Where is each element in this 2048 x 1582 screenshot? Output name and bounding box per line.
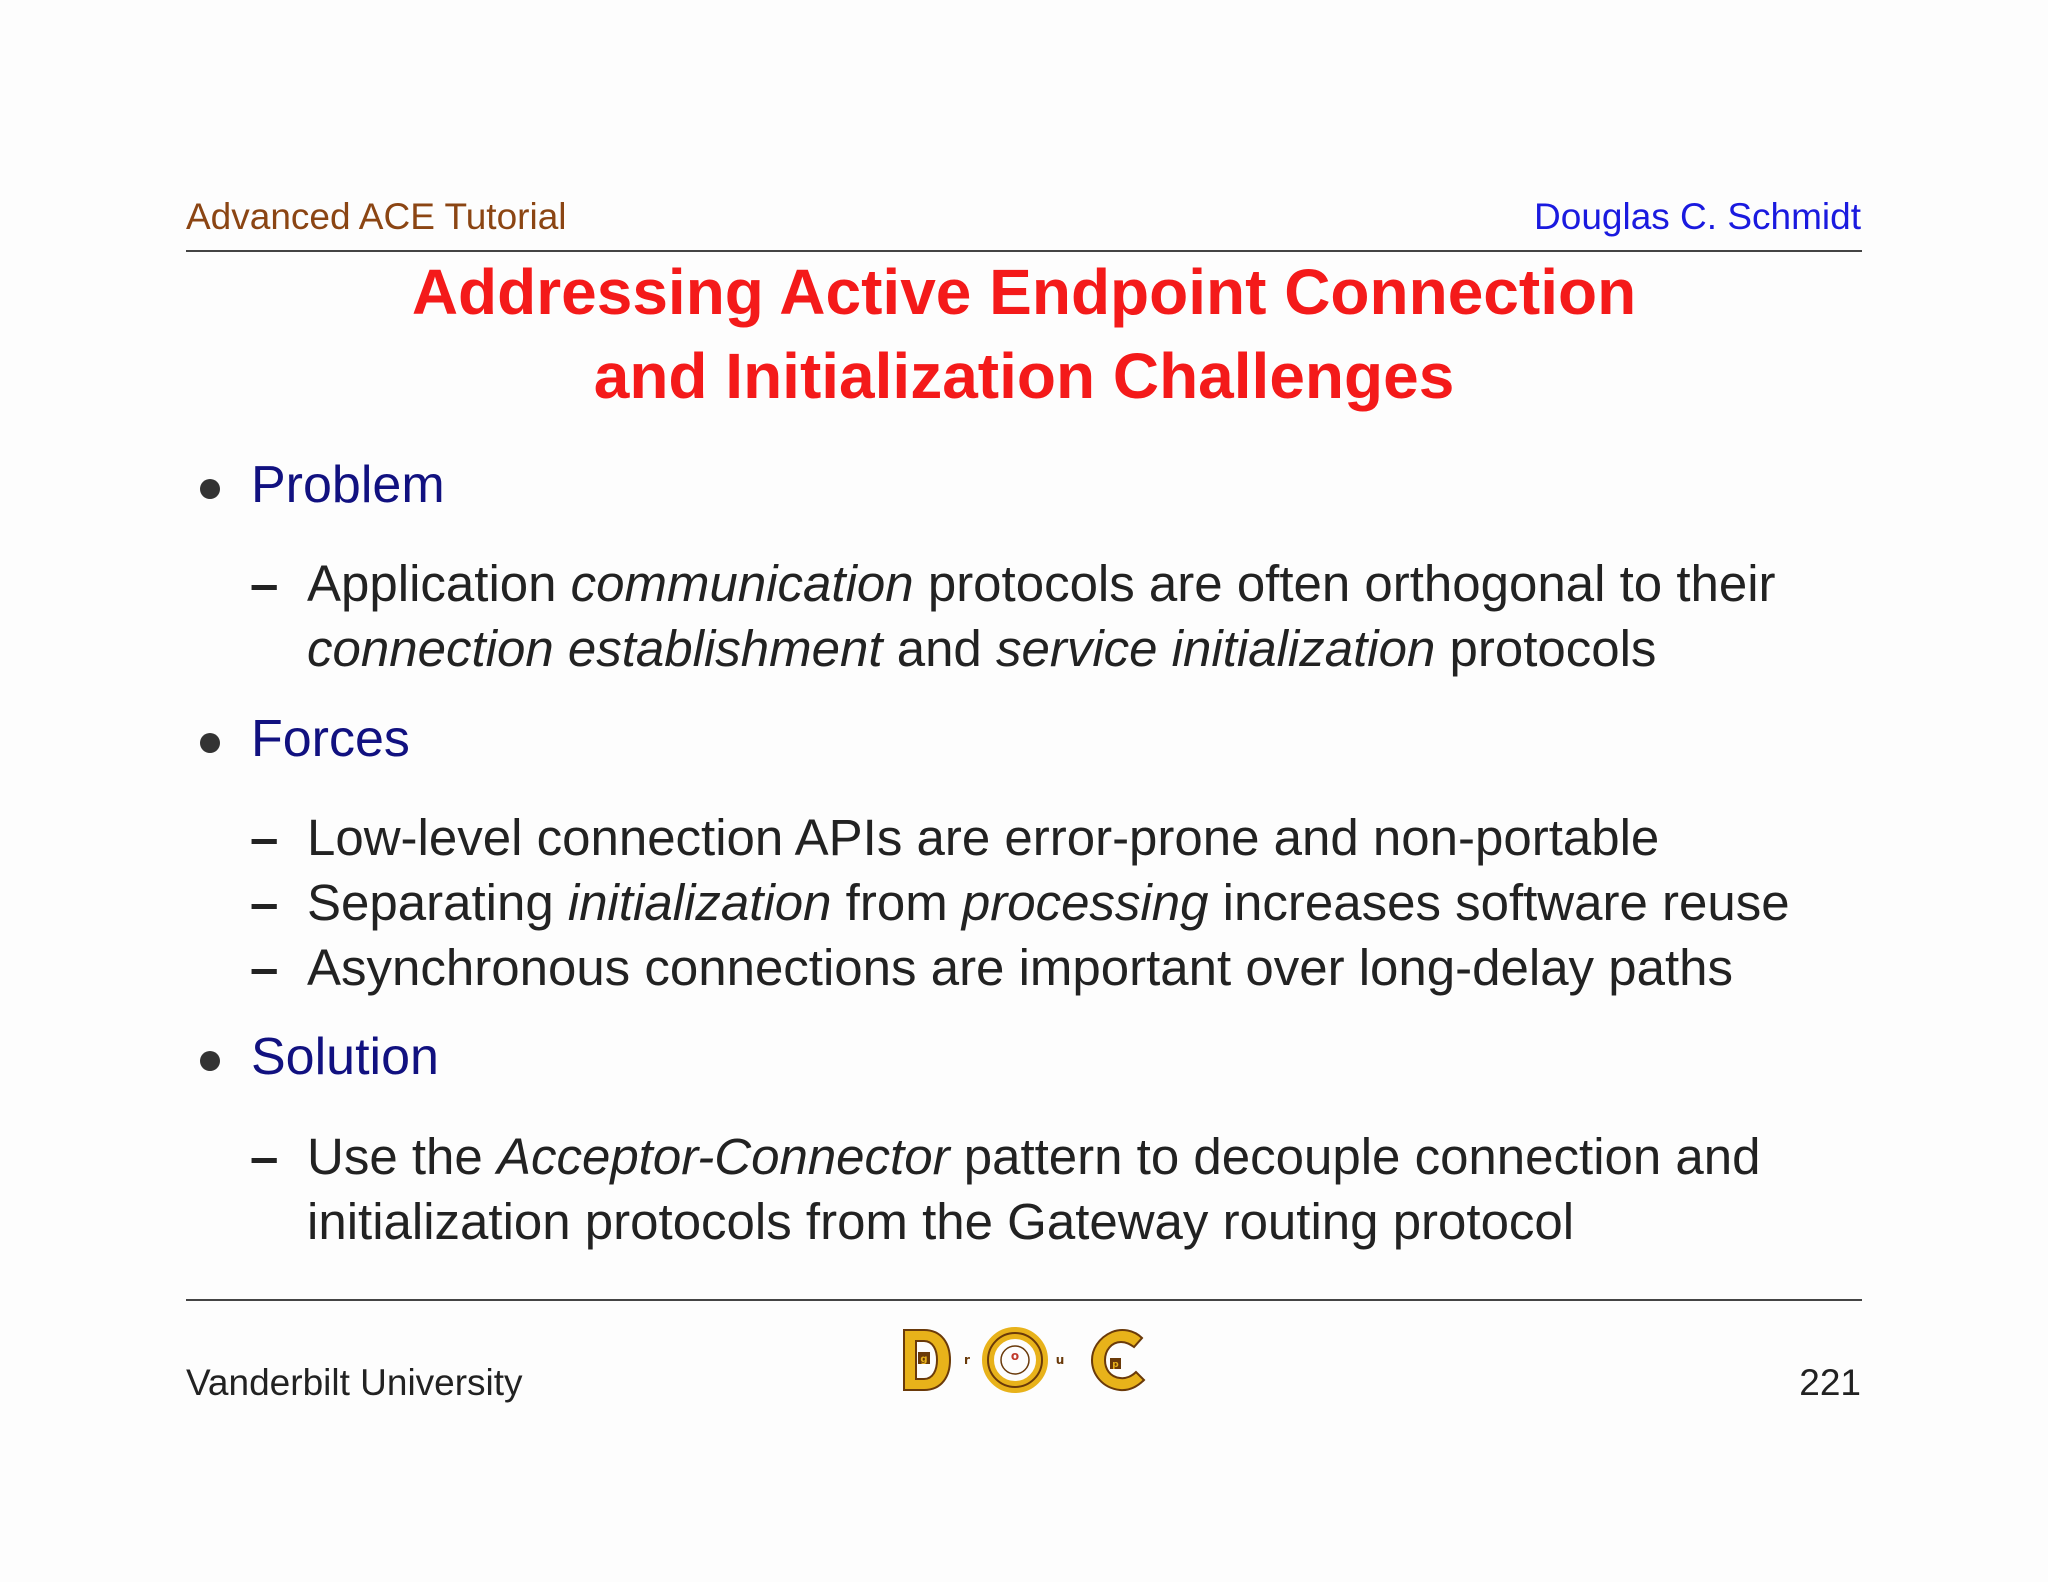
bullet-dot-icon xyxy=(200,1051,220,1071)
text-run: Separating xyxy=(307,874,568,931)
bullet-forces xyxy=(186,709,410,769)
bullet-label: Forces xyxy=(251,710,410,768)
emphasized-text: communication xyxy=(570,555,914,612)
emphasized-text: processing xyxy=(961,874,1209,931)
bullet-solution xyxy=(186,1027,439,1087)
list-item-line xyxy=(307,870,1790,935)
text-run: initialization protocols from the Gateway routing protocol xyxy=(307,1193,1575,1250)
slide-title xyxy=(186,250,1862,418)
dash-icon: – xyxy=(250,874,279,931)
svg-text:p: p xyxy=(1112,1360,1119,1370)
list-item-line xyxy=(307,935,1733,1000)
list-item-line xyxy=(307,616,1776,681)
doc-group-logo-icon xyxy=(900,1324,1150,1396)
list-item-line xyxy=(307,805,1659,870)
text-run: Use the xyxy=(307,1128,497,1185)
text-run: protocols are often orthogonal to their xyxy=(913,555,1776,612)
text-run: from xyxy=(831,874,962,931)
text-run: Low-level connection APIs are error-prone and non-portable xyxy=(307,809,1660,866)
footer-divider xyxy=(186,1299,1862,1301)
emphasized-text: initialization xyxy=(567,874,832,931)
slide-title-line-1: Addressing Active Endpoint Connection xyxy=(411,256,1637,328)
bullet-dot-icon xyxy=(200,733,220,753)
text-run: Application xyxy=(307,555,571,612)
svg-text:g: g xyxy=(920,1354,928,1365)
bullet-dot-icon xyxy=(200,479,220,499)
bullet-label: Problem xyxy=(251,456,445,514)
bullet-problem xyxy=(186,455,445,515)
institution-name: Vanderbilt University xyxy=(186,1362,523,1403)
page-number: 221 xyxy=(1799,1362,1861,1403)
list-item xyxy=(250,551,1776,681)
list-item xyxy=(250,935,1733,1000)
list-item-line xyxy=(307,1124,1761,1189)
logo-letter-o: o xyxy=(1010,1349,1020,1363)
list-item-line xyxy=(307,1189,1761,1254)
logo-letter-r: r xyxy=(964,1353,970,1367)
emphasized-text: Acceptor-Connector xyxy=(496,1128,950,1185)
text-run: increases software reuse xyxy=(1208,874,1790,931)
course-title: Advanced ACE Tutorial xyxy=(186,196,567,237)
text-run: Asynchronous connections are important over long-delay paths xyxy=(307,939,1733,996)
text-run: and xyxy=(882,620,996,677)
list-item xyxy=(250,870,1790,935)
text-run: pattern to decouple connection and xyxy=(949,1128,1761,1185)
dash-icon: – xyxy=(250,1128,279,1185)
text-run: protocols xyxy=(1435,620,1657,677)
dash-icon: – xyxy=(250,809,279,866)
slide-title-line-2: and Initialization Challenges xyxy=(593,340,1455,412)
emphasized-text: service initialization xyxy=(995,620,1436,677)
list-item-line xyxy=(307,551,1776,616)
bullet-label: Solution xyxy=(251,1028,439,1086)
dash-icon: – xyxy=(250,939,279,996)
author-name: Douglas C. Schmidt xyxy=(1534,196,1861,237)
logo-letter-u: u xyxy=(1055,1353,1065,1367)
list-item xyxy=(250,805,1659,870)
dash-icon: – xyxy=(250,555,279,612)
list-item xyxy=(250,1124,1761,1254)
emphasized-text: connection establishment xyxy=(307,620,883,677)
